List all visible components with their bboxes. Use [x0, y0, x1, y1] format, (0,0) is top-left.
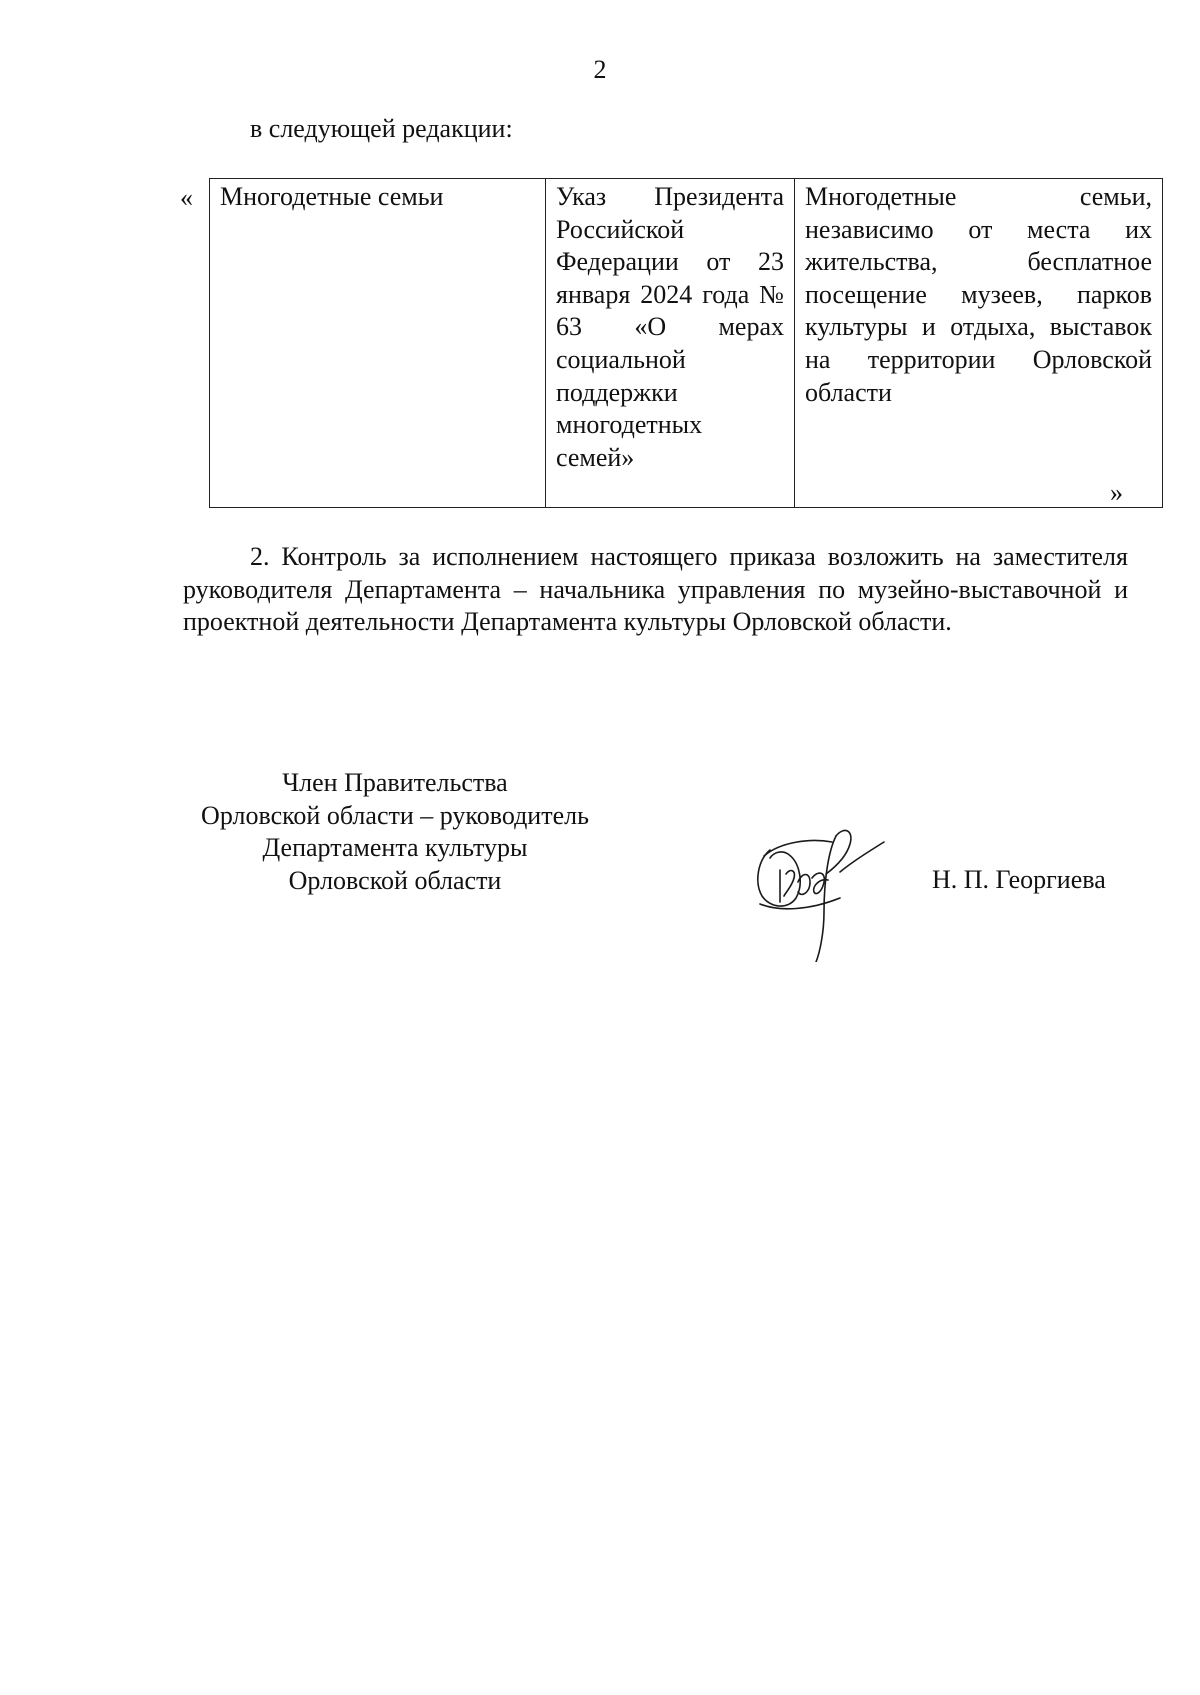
signatory-title-line: Департамента культуры	[262, 833, 528, 862]
opening-quote: «	[180, 183, 193, 212]
page-number: 2	[593, 55, 607, 84]
benefit-cell: Многодетные семьи, независимо от места их жительства, бесплатное посещение музеев, парков культуры и отдыха, выставок на территории Орловской области	[795, 179, 1163, 508]
signatory-title-line: Член Правительства	[282, 768, 508, 797]
signatory-title	[160, 767, 630, 897]
table-row	[210, 179, 1163, 508]
control-paragraph: 2. Контроль за исполнением настоящего приказа возложить на заместителя руководителя Департамента – начальника управления по музейно-выставочной и проектной деятельности Департамента культуры Орловской области.	[183, 542, 1128, 636]
handwritten-signature	[740, 812, 900, 962]
category-cell: Многодетные семьи	[210, 179, 546, 508]
benefits-table	[209, 178, 1163, 508]
signatory-title-line: Орловской области	[288, 865, 502, 895]
intro-text: в следующей редакции:	[250, 114, 513, 143]
signatory-title-line: Орловской области – руководитель	[201, 800, 589, 830]
closing-quote: »	[1110, 478, 1123, 507]
signatory-name: Н. П. Георгиева	[932, 865, 1106, 894]
legal-basis-cell: Указ Президента Российской Федерации от 23 января 2024 года № 63 «О мерах социальной поддержки многодетных семей»	[546, 179, 795, 508]
